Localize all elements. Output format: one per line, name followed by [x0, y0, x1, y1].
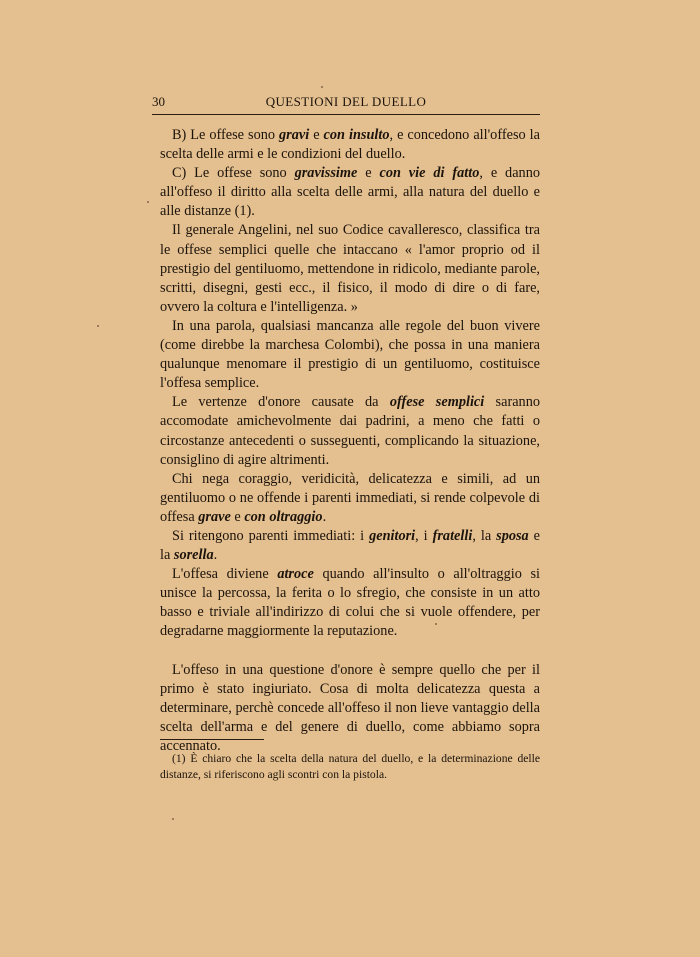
print-speck	[97, 325, 99, 327]
italic-term: sposa	[496, 527, 529, 544]
paragraph-chi-nega	[160, 470, 540, 527]
italic-term: gravi	[279, 127, 310, 143]
italic-term: sorella	[173, 547, 214, 564]
text-span: saranno accomodate amichevolmente dai padrini, a meno che fatti o circostanze antecedenti o susseguenti, complicando la situazione, consiglino di agire altrimenti.	[160, 394, 540, 468]
text-span: quando all'insulto o all'oltraggio si unisce la percossa, la ferita o lo sfregio, che consiste in un atto basso e triviale all'indirizzo di colui che si vuole offendere, per degradarne maggiormente la reputazione.	[160, 566, 540, 640]
text-span: B) Le offese sono	[172, 127, 280, 143]
paragraph-angelini: Il generale Angelini, nel suo Codice cavalleresco, classifica tra le offese semplici quelle che intaccano « l'amor proprio od il prestigio del gentiluomo, mettendone in ridicolo, mediante parole, scritti, disegni, gesti ecc., il fisico, il modo di dire o di fare, ovvero la coltura e l'intelligenza. »	[160, 222, 540, 315]
paragraph-vertenze	[160, 393, 540, 469]
text-span: .	[213, 547, 218, 564]
footnote-rule	[160, 739, 264, 740]
paragraph-offese-gravi	[160, 126, 540, 164]
body-text	[160, 126, 540, 756]
text-span: e	[230, 508, 245, 525]
page-header	[152, 92, 540, 112]
italic-term: con vie di fatto	[379, 165, 480, 182]
text-span: e la	[160, 527, 540, 564]
print-speck	[435, 623, 437, 625]
paragraph-offeso: L'offeso in una questione d'onore è sempre quello che per il primo è stato ingiuriato. Cosa di molta delicatezza questa a determinare, perchè concede all'offeso il non lieve vantaggio della scelta dell'arma e del genere di duello, come abbiamo sopra accennato.	[160, 661, 540, 754]
page-number: 30	[152, 94, 165, 109]
italic-term: con insulto	[323, 127, 390, 143]
italic-term: con oltraggio	[244, 508, 323, 525]
paragraph-in-una-parola: In una parola, qualsiasi mancanza alle regole del buon vivere (come direbbe la marchesa Colombi), che possa in una maniera qualunque menomare il prestigio di un gentiluomo, costituisce l'offesa semplice.	[160, 317, 540, 392]
italic-term: fratelli	[432, 527, 473, 544]
text-span: , la	[472, 527, 497, 544]
header-rule	[152, 114, 540, 115]
text-span: , e concedono all'offeso la scelta delle armi e le condizioni del duello.	[160, 127, 540, 163]
paragraph-offese-gravissime	[160, 164, 540, 221]
italic-term: gravissime	[294, 165, 358, 182]
text-span: , e danno all'offeso il diritto alla scelta delle armi, alla natura del duello e alle distanze (1).	[160, 165, 540, 220]
text-span: L'offesa diviene	[172, 566, 278, 583]
footnote: (1) È chiaro che la scelta della natura del duello, e la determinazione delle distanze, si riferiscono agli scontri con la pistola.	[160, 752, 540, 782]
print-speck	[321, 86, 323, 88]
text-span: , i	[415, 527, 433, 544]
text-span: C) Le offese sono	[172, 165, 295, 182]
italic-term: grave	[198, 508, 231, 525]
text-span: Si ritengono parenti immediati: i	[172, 527, 370, 544]
print-speck	[147, 201, 149, 203]
text-span: e	[357, 165, 380, 182]
text-span: Chi nega coraggio, veridicità, delicatezza e simili, ad un gentiluomo o ne offende i parenti immediati, si rende colpevole di offesa	[160, 470, 540, 525]
text-span: .	[322, 508, 327, 525]
running-title: QUESTIONI DEL DUELLO	[265, 94, 427, 109]
print-speck	[172, 818, 174, 820]
paragraph-offesa-atroce	[160, 565, 540, 641]
text-span: e	[309, 127, 324, 143]
paragraph-parenti	[160, 527, 540, 565]
text-span: Le vertenze d'onore causate da	[172, 394, 390, 411]
italic-term: atroce	[277, 566, 314, 583]
italic-term: genitori	[369, 527, 416, 544]
italic-term: offese semplici	[389, 394, 485, 411]
